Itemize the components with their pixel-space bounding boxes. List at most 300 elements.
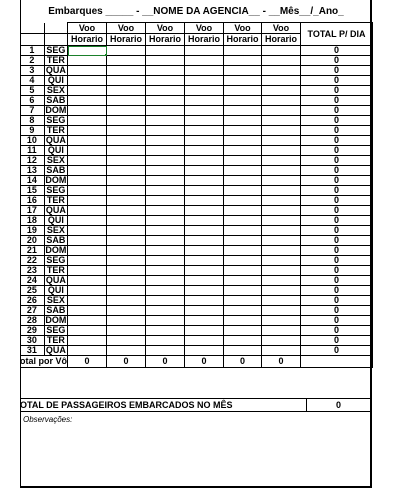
flight-entry-cell[interactable] xyxy=(68,116,107,126)
weekday-cell[interactable]: TER xyxy=(44,126,67,136)
flight-entry-cell[interactable] xyxy=(68,96,107,106)
empty-cell[interactable] xyxy=(301,356,373,368)
day-number-cell[interactable]: 10 xyxy=(20,136,44,146)
flight-entry-cell[interactable] xyxy=(146,226,185,236)
flight-entry-cell[interactable] xyxy=(107,216,146,226)
flight-entry-cell[interactable] xyxy=(224,226,262,236)
flight-entry-cell[interactable] xyxy=(107,66,146,76)
horario-header[interactable]: Horario xyxy=(185,34,224,46)
flight-entry-cell[interactable] xyxy=(185,106,224,116)
flight-entry-cell[interactable] xyxy=(185,96,224,106)
day-total-cell[interactable]: 0 xyxy=(301,146,373,156)
flight-entry-cell[interactable] xyxy=(107,156,146,166)
flight-entry-cell[interactable] xyxy=(146,116,185,126)
flight-entry-cell[interactable] xyxy=(146,146,185,156)
weekday-cell[interactable]: QUA xyxy=(45,205,66,215)
flight-entry-cell[interactable] xyxy=(68,306,107,316)
flight-entry-cell[interactable] xyxy=(185,216,224,226)
flight-entry-cell[interactable] xyxy=(146,266,185,276)
weekday-cell[interactable]: DOM xyxy=(45,175,67,185)
total-dia-header[interactable]: TOTAL P/ DIA xyxy=(301,23,373,46)
flight-total-cell[interactable]: 0 xyxy=(262,356,301,368)
flight-entry-cell[interactable] xyxy=(185,166,224,176)
flight-entry-cell[interactable] xyxy=(224,246,262,256)
flight-entry-cell[interactable] xyxy=(107,306,146,316)
flight-entry-cell[interactable] xyxy=(224,346,262,356)
flight-entry-cell[interactable] xyxy=(146,296,185,306)
day-number-cell[interactable]: 4 xyxy=(20,76,44,86)
flight-entry-cell[interactable] xyxy=(262,166,301,176)
flight-entry-cell[interactable] xyxy=(185,226,224,236)
flight-entry-cell[interactable] xyxy=(262,346,301,356)
flight-entry-cell[interactable] xyxy=(185,206,224,216)
weekday-cell[interactable]: SAB xyxy=(44,96,67,106)
flight-entry-cell[interactable] xyxy=(107,266,146,276)
flight-entry-cell[interactable] xyxy=(146,96,185,106)
flight-entry-cell[interactable] xyxy=(68,166,107,176)
flight-entry-cell[interactable] xyxy=(68,56,107,66)
weekday-cell[interactable]: DOM xyxy=(45,315,67,325)
flight-entry-cell[interactable] xyxy=(68,286,107,296)
flight-entry-cell[interactable] xyxy=(146,76,185,86)
voo-header[interactable]: Voo xyxy=(146,23,185,34)
day-number-cell[interactable]: 2 xyxy=(20,56,44,66)
flight-entry-cell[interactable] xyxy=(146,306,185,316)
day-number-cell[interactable]: 23 xyxy=(20,266,44,276)
flight-entry-cell[interactable] xyxy=(68,236,107,246)
flight-entry-cell[interactable] xyxy=(185,346,224,356)
flight-entry-cell[interactable] xyxy=(146,46,185,56)
flight-entry-cell[interactable] xyxy=(262,306,301,316)
horario-header[interactable]: Horario xyxy=(107,34,146,46)
flight-entry-cell[interactable] xyxy=(185,306,224,316)
flight-entry-cell[interactable] xyxy=(185,276,224,286)
flight-entry-cell[interactable] xyxy=(185,246,224,256)
flight-entry-cell[interactable] xyxy=(146,186,185,196)
flight-entry-cell[interactable] xyxy=(68,126,107,136)
flight-total-cell[interactable]: 0 xyxy=(185,356,224,368)
flight-entry-cell[interactable] xyxy=(224,216,262,226)
flight-entry-cell[interactable] xyxy=(262,66,301,76)
flight-entry-cell[interactable] xyxy=(224,306,262,316)
day-number-cell[interactable]: 8 xyxy=(20,116,44,126)
weekday-cell[interactable]: QUI xyxy=(44,216,67,226)
flight-entry-cell[interactable] xyxy=(68,326,107,336)
voo-header[interactable]: Voo xyxy=(224,23,262,34)
flight-entry-cell[interactable] xyxy=(185,336,224,346)
weekday-cell[interactable]: TER xyxy=(44,56,67,66)
day-total-cell[interactable]: 0 xyxy=(301,116,373,126)
day-total-cell[interactable]: 0 xyxy=(301,336,373,346)
flight-entry-cell[interactable] xyxy=(107,206,146,216)
day-number-cell[interactable]: 21 xyxy=(20,246,44,256)
flight-entry-cell[interactable] xyxy=(185,56,224,66)
flight-entry-cell[interactable] xyxy=(185,146,224,156)
day-total-cell[interactable]: 0 xyxy=(301,326,373,336)
flight-entry-cell[interactable] xyxy=(262,46,301,56)
flight-entry-cell[interactable] xyxy=(68,266,107,276)
horario-header[interactable]: Horario xyxy=(68,34,107,46)
horario-header[interactable]: Horario xyxy=(262,34,301,46)
day-number-cell[interactable]: 28 xyxy=(20,316,44,326)
day-number-cell[interactable]: 30 xyxy=(20,336,44,346)
flight-entry-cell[interactable] xyxy=(107,146,146,156)
flight-entry-cell[interactable] xyxy=(146,286,185,296)
flight-entry-cell[interactable] xyxy=(146,66,185,76)
flight-entry-cell[interactable] xyxy=(262,316,301,326)
flight-entry-cell[interactable] xyxy=(185,76,224,86)
day-number-cell[interactable]: 14 xyxy=(20,176,44,186)
flight-entry-cell[interactable] xyxy=(68,76,107,86)
weekday-cell[interactable]: DOM xyxy=(45,105,67,115)
flight-entry-cell[interactable] xyxy=(262,276,301,286)
flight-entry-cell[interactable] xyxy=(146,136,185,146)
flight-entry-cell[interactable] xyxy=(107,86,146,96)
flight-entry-cell[interactable] xyxy=(107,256,146,266)
passengers-total-label[interactable]: OTAL DE PASSAGEIROS EMBARCADOS NO MÊS xyxy=(20,400,233,410)
flight-entry-cell[interactable] xyxy=(146,56,185,66)
flight-entry-cell[interactable] xyxy=(68,296,107,306)
flight-entry-cell[interactable] xyxy=(262,86,301,96)
flight-entry-cell[interactable] xyxy=(107,136,146,146)
day-total-cell[interactable]: 0 xyxy=(301,176,373,186)
day-total-cell[interactable]: 0 xyxy=(301,96,373,106)
flight-entry-cell[interactable] xyxy=(146,236,185,246)
flight-entry-cell[interactable] xyxy=(107,96,146,106)
flight-entry-cell[interactable] xyxy=(224,86,262,96)
day-number-cell[interactable]: 1 xyxy=(20,46,44,56)
flight-entry-cell[interactable] xyxy=(185,316,224,326)
flight-entry-cell[interactable] xyxy=(146,316,185,326)
flight-entry-cell[interactable] xyxy=(107,296,146,306)
flight-entry-cell[interactable] xyxy=(224,96,262,106)
flight-entry-cell[interactable] xyxy=(262,326,301,336)
flight-entry-cell[interactable] xyxy=(68,106,107,116)
weekday-cell[interactable]: QUA xyxy=(45,345,66,355)
day-number-cell[interactable]: 9 xyxy=(20,126,44,136)
flight-entry-cell[interactable] xyxy=(146,256,185,266)
day-number-cell[interactable]: 7 xyxy=(20,106,44,116)
flight-entry-cell[interactable] xyxy=(107,126,146,136)
flight-entry-cell[interactable] xyxy=(224,76,262,86)
flight-entry-cell[interactable] xyxy=(262,266,301,276)
day-total-cell[interactable]: 0 xyxy=(301,346,373,356)
day-number-cell[interactable]: 12 xyxy=(20,156,44,166)
weekday-cell[interactable]: SAB xyxy=(44,166,67,176)
flight-entry-cell[interactable] xyxy=(68,276,107,286)
totals-label[interactable]: otal por Vô xyxy=(20,356,67,366)
day-total-cell[interactable]: 0 xyxy=(301,46,373,56)
day-number-cell[interactable]: 6 xyxy=(20,96,44,106)
flight-entry-cell[interactable] xyxy=(146,166,185,176)
flight-entry-cell[interactable] xyxy=(262,236,301,246)
day-number-cell[interactable]: 15 xyxy=(20,186,44,196)
day-number-cell[interactable]: 19 xyxy=(20,226,44,236)
flight-entry-cell[interactable] xyxy=(68,156,107,166)
flight-entry-cell[interactable] xyxy=(107,316,146,326)
flight-entry-cell[interactable] xyxy=(146,246,185,256)
flight-total-cell[interactable]: 0 xyxy=(68,356,107,368)
flight-entry-cell[interactable] xyxy=(224,106,262,116)
flight-entry-cell[interactable] xyxy=(146,216,185,226)
weekday-cell[interactable]: TER xyxy=(44,266,67,276)
flight-entry-cell[interactable] xyxy=(107,186,146,196)
flight-entry-cell[interactable] xyxy=(224,56,262,66)
flight-entry-cell[interactable] xyxy=(107,106,146,116)
day-total-cell[interactable]: 0 xyxy=(301,276,373,286)
flight-entry-cell[interactable] xyxy=(185,86,224,96)
flight-entry-cell[interactable] xyxy=(68,206,107,216)
flight-entry-cell[interactable] xyxy=(262,56,301,66)
weekday-cell[interactable]: SAB xyxy=(44,306,67,316)
flight-entry-cell[interactable] xyxy=(68,136,107,146)
flight-entry-cell[interactable] xyxy=(224,176,262,186)
flight-entry-cell[interactable] xyxy=(107,236,146,246)
flight-entry-cell[interactable] xyxy=(68,346,107,356)
day-total-cell[interactable]: 0 xyxy=(301,226,373,236)
flight-entry-cell[interactable] xyxy=(262,296,301,306)
flight-entry-cell[interactable] xyxy=(107,76,146,86)
day-number-cell[interactable]: 11 xyxy=(20,146,44,156)
flight-entry-cell[interactable] xyxy=(68,66,107,76)
weekday-cell[interactable]: SEG xyxy=(44,186,67,196)
flight-entry-cell[interactable] xyxy=(107,116,146,126)
day-number-cell[interactable]: 26 xyxy=(20,296,44,306)
day-number-cell[interactable]: 17 xyxy=(20,206,44,216)
flight-entry-cell[interactable] xyxy=(224,46,262,56)
weekday-cell[interactable]: SEG xyxy=(44,116,67,126)
flight-entry-cell[interactable] xyxy=(262,156,301,166)
weekday-cell[interactable]: SAB xyxy=(44,236,67,246)
weekday-cell[interactable]: QUI xyxy=(44,76,67,86)
day-total-cell[interactable]: 0 xyxy=(301,206,373,216)
flight-entry-cell[interactable] xyxy=(146,176,185,186)
flight-entry-cell[interactable] xyxy=(262,126,301,136)
flight-entry-cell[interactable] xyxy=(262,226,301,236)
flight-entry-cell[interactable] xyxy=(262,216,301,226)
day-total-cell[interactable]: 0 xyxy=(301,256,373,266)
flight-entry-cell[interactable] xyxy=(107,56,146,66)
flight-entry-cell[interactable] xyxy=(262,196,301,206)
flight-entry-cell[interactable] xyxy=(68,196,107,206)
weekday-cell[interactable]: SEX xyxy=(44,156,67,166)
flight-entry-cell[interactable] xyxy=(146,156,185,166)
day-number-cell[interactable]: 31 xyxy=(20,346,44,356)
flight-entry-cell[interactable] xyxy=(262,116,301,126)
weekday-cell[interactable]: SEG xyxy=(44,326,67,336)
flight-entry-cell[interactable] xyxy=(68,216,107,226)
flight-entry-cell[interactable] xyxy=(185,266,224,276)
flight-entry-cell[interactable] xyxy=(185,176,224,186)
flight-entry-cell[interactable] xyxy=(107,176,146,186)
flight-entry-cell[interactable] xyxy=(224,136,262,146)
day-number-cell[interactable]: 20 xyxy=(20,236,44,246)
flight-entry-cell[interactable] xyxy=(146,336,185,346)
weekday-cell[interactable]: SEX xyxy=(44,86,67,96)
observations-label[interactable]: Observações: xyxy=(23,415,73,424)
flight-entry-cell[interactable] xyxy=(262,246,301,256)
day-number-cell[interactable]: 27 xyxy=(20,306,44,316)
flight-entry-cell[interactable] xyxy=(107,276,146,286)
flight-entry-cell[interactable] xyxy=(146,196,185,206)
weekday-cell[interactable]: SEG xyxy=(44,256,67,266)
weekday-cell[interactable]: SEG xyxy=(44,46,67,56)
day-number-cell[interactable]: 16 xyxy=(20,196,44,206)
day-number-cell[interactable]: 24 xyxy=(20,276,44,286)
flight-entry-cell[interactable] xyxy=(107,336,146,346)
horario-header[interactable]: Horario xyxy=(224,34,262,46)
flight-entry-cell[interactable] xyxy=(224,146,262,156)
weekday-cell[interactable]: TER xyxy=(44,196,67,206)
weekday-cell[interactable]: QUA xyxy=(45,275,66,285)
day-number-cell[interactable]: 13 xyxy=(20,166,44,176)
day-number-cell[interactable]: 25 xyxy=(20,286,44,296)
flight-entry-cell[interactable] xyxy=(262,136,301,146)
day-total-cell[interactable]: 0 xyxy=(301,56,373,66)
day-total-cell[interactable]: 0 xyxy=(301,306,373,316)
flight-entry-cell[interactable] xyxy=(224,206,262,216)
flight-entry-cell[interactable] xyxy=(224,316,262,326)
flight-entry-cell[interactable] xyxy=(185,66,224,76)
day-total-cell[interactable]: 0 xyxy=(301,316,373,326)
flight-entry-cell[interactable] xyxy=(262,336,301,346)
flight-entry-cell[interactable] xyxy=(68,226,107,236)
flight-total-cell[interactable]: 0 xyxy=(146,356,185,368)
flight-entry-cell[interactable] xyxy=(146,86,185,96)
day-total-cell[interactable]: 0 xyxy=(301,76,373,86)
flight-entry-cell[interactable] xyxy=(185,236,224,246)
flight-entry-cell[interactable] xyxy=(107,196,146,206)
flight-entry-cell[interactable] xyxy=(185,156,224,166)
day-total-cell[interactable]: 0 xyxy=(301,166,373,176)
flight-entry-cell[interactable] xyxy=(224,336,262,346)
weekday-cell[interactable]: QUI xyxy=(44,146,67,156)
flight-entry-cell[interactable] xyxy=(262,176,301,186)
flight-entry-cell[interactable] xyxy=(262,96,301,106)
flight-entry-cell[interactable] xyxy=(185,116,224,126)
flight-entry-cell[interactable] xyxy=(262,106,301,116)
flight-entry-cell[interactable] xyxy=(68,256,107,266)
flight-entry-cell[interactable] xyxy=(224,266,262,276)
flight-entry-cell[interactable] xyxy=(262,256,301,266)
day-number-cell[interactable]: 3 xyxy=(20,66,44,76)
day-total-cell[interactable]: 0 xyxy=(301,296,373,306)
flight-entry-cell[interactable] xyxy=(146,106,185,116)
weekday-cell[interactable]: DOM xyxy=(45,245,67,255)
flight-entry-cell[interactable] xyxy=(224,156,262,166)
day-total-cell[interactable]: 0 xyxy=(301,126,373,136)
flight-entry-cell[interactable] xyxy=(185,196,224,206)
flight-entry-cell[interactable] xyxy=(68,86,107,96)
flight-entry-cell[interactable] xyxy=(224,186,262,196)
day-number-cell[interactable]: 22 xyxy=(20,256,44,266)
flight-entry-cell[interactable] xyxy=(224,276,262,286)
flight-entry-cell[interactable] xyxy=(224,326,262,336)
flight-entry-cell[interactable] xyxy=(107,166,146,176)
horario-header[interactable]: Horario xyxy=(146,34,185,46)
day-total-cell[interactable]: 0 xyxy=(301,246,373,256)
flight-entry-cell[interactable] xyxy=(68,176,107,186)
weekday-cell[interactable]: QUI xyxy=(44,286,67,296)
flight-entry-cell[interactable] xyxy=(68,246,107,256)
day-total-cell[interactable]: 0 xyxy=(301,196,373,206)
day-total-cell[interactable]: 0 xyxy=(301,156,373,166)
flight-entry-cell[interactable] xyxy=(185,256,224,266)
flight-entry-cell[interactable] xyxy=(185,286,224,296)
day-number-cell[interactable]: 29 xyxy=(20,326,44,336)
day-total-cell[interactable]: 0 xyxy=(301,86,373,96)
flight-entry-cell[interactable] xyxy=(262,286,301,296)
flight-entry-cell[interactable] xyxy=(262,146,301,156)
flight-total-cell[interactable]: 0 xyxy=(107,356,146,368)
flight-entry-cell[interactable] xyxy=(107,286,146,296)
flight-entry-cell[interactable] xyxy=(185,126,224,136)
flight-entry-cell[interactable] xyxy=(68,336,107,346)
flight-entry-cell[interactable] xyxy=(224,296,262,306)
flight-entry-cell[interactable] xyxy=(185,136,224,146)
flight-entry-cell[interactable] xyxy=(224,256,262,266)
flight-entry-cell[interactable] xyxy=(262,206,301,216)
flight-entry-cell[interactable] xyxy=(68,316,107,326)
day-total-cell[interactable]: 0 xyxy=(301,106,373,116)
flight-entry-cell[interactable] xyxy=(224,286,262,296)
flight-entry-cell[interactable] xyxy=(224,196,262,206)
voo-header[interactable]: Voo xyxy=(262,23,301,34)
flight-entry-cell[interactable] xyxy=(185,326,224,336)
day-total-cell[interactable]: 0 xyxy=(301,286,373,296)
flight-entry-cell[interactable] xyxy=(224,116,262,126)
weekday-cell[interactable]: QUA xyxy=(45,65,66,75)
flight-entry-cell[interactable] xyxy=(146,276,185,286)
flight-entry-cell[interactable] xyxy=(185,46,224,56)
flight-entry-cell[interactable] xyxy=(224,126,262,136)
flight-entry-cell[interactable] xyxy=(146,206,185,216)
flight-entry-cell[interactable] xyxy=(107,46,146,56)
flight-entry-cell[interactable] xyxy=(68,186,107,196)
flight-entry-cell[interactable] xyxy=(146,326,185,336)
voo-header[interactable]: Voo xyxy=(107,23,146,34)
flight-entry-cell[interactable] xyxy=(262,76,301,86)
flight-entry-cell[interactable] xyxy=(262,186,301,196)
day-total-cell[interactable]: 0 xyxy=(301,136,373,146)
weekday-cell[interactable]: SEX xyxy=(44,226,67,236)
flight-entry-cell[interactable] xyxy=(185,186,224,196)
voo-header[interactable]: Voo xyxy=(185,23,224,34)
flight-entry-cell[interactable] xyxy=(224,66,262,76)
weekday-cell[interactable]: TER xyxy=(44,336,67,346)
selected-cell[interactable] xyxy=(68,46,107,56)
passengers-total-value[interactable]: 0 xyxy=(336,400,342,410)
day-total-cell[interactable]: 0 xyxy=(301,186,373,196)
flight-entry-cell[interactable] xyxy=(107,346,146,356)
flight-entry-cell[interactable] xyxy=(107,226,146,236)
flight-entry-cell[interactable] xyxy=(224,166,262,176)
day-total-cell[interactable]: 0 xyxy=(301,236,373,246)
weekday-cell[interactable]: SEX xyxy=(44,296,67,306)
weekday-cell[interactable]: QUA xyxy=(45,135,66,145)
day-number-cell[interactable]: 18 xyxy=(20,216,44,226)
day-total-cell[interactable]: 0 xyxy=(301,66,373,76)
day-number-cell[interactable]: 5 xyxy=(20,86,44,96)
flight-entry-cell[interactable] xyxy=(107,326,146,336)
day-total-cell[interactable]: 0 xyxy=(301,216,373,226)
flight-entry-cell[interactable] xyxy=(146,126,185,136)
flight-entry-cell[interactable] xyxy=(107,246,146,256)
flight-entry-cell[interactable] xyxy=(185,296,224,306)
day-total-cell[interactable]: 0 xyxy=(301,266,373,276)
voo-header[interactable]: Voo xyxy=(68,23,107,34)
flight-entry-cell[interactable] xyxy=(68,146,107,156)
